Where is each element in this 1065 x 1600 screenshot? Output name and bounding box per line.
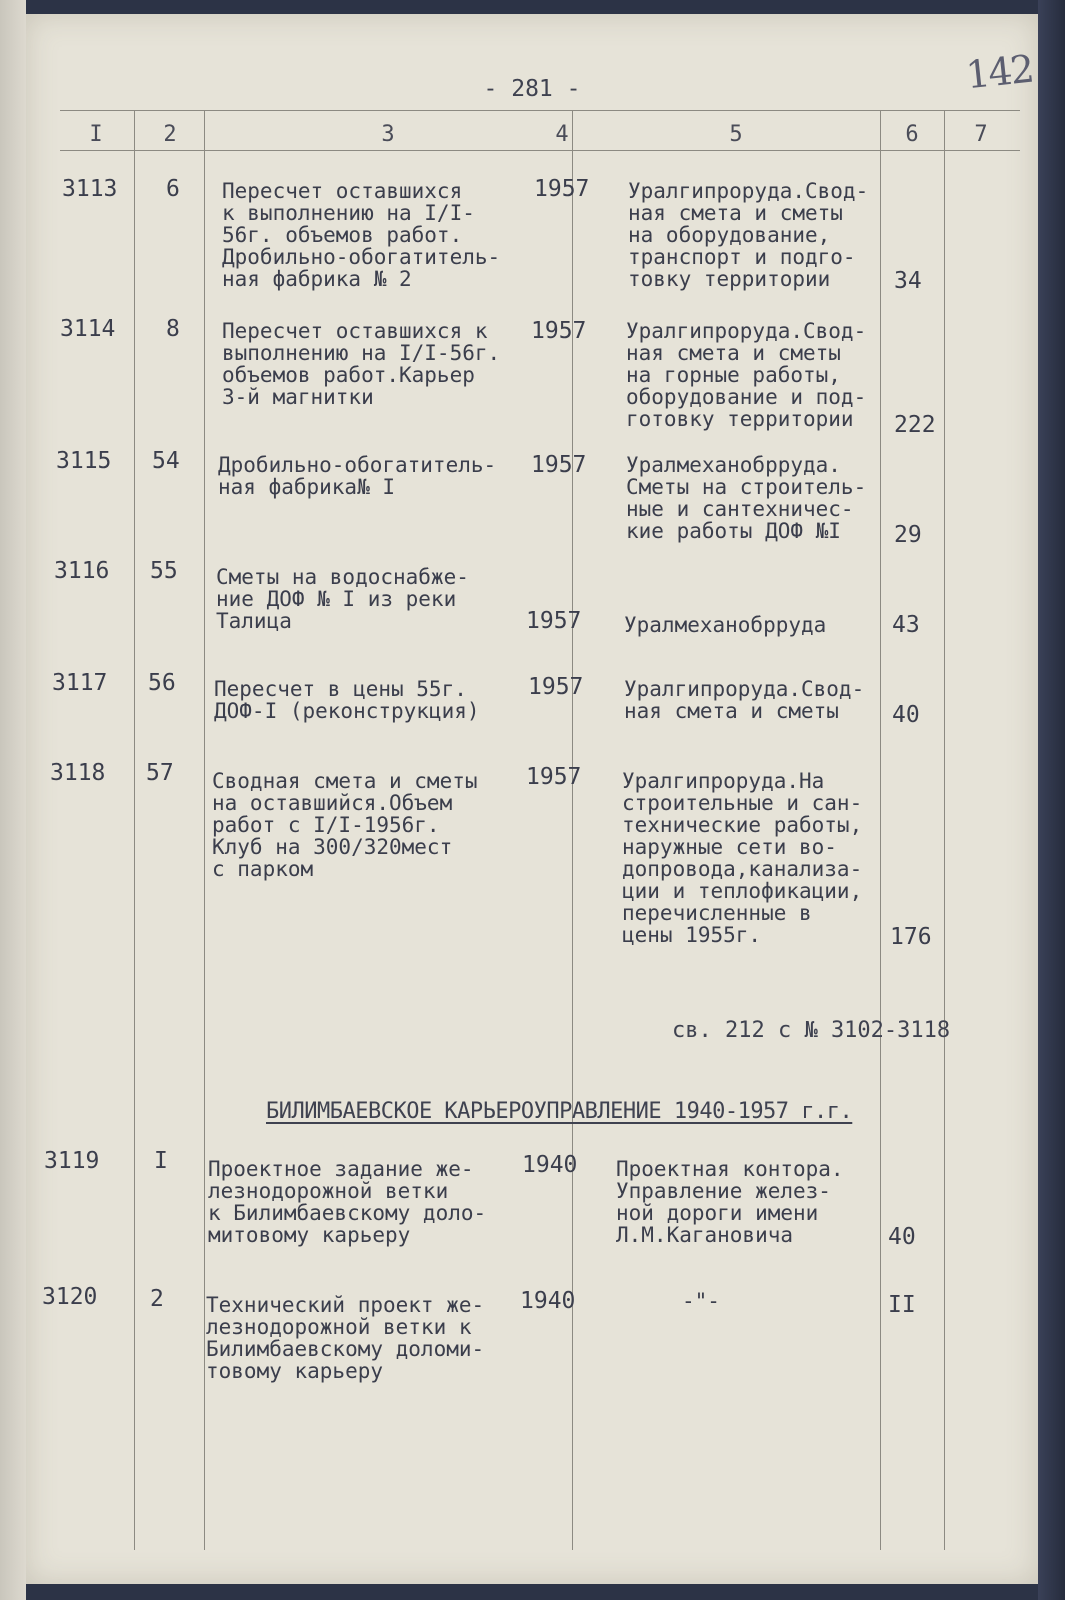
row-source: Уралгипроруда.Свод- ная смета и сметы: [624, 677, 865, 723]
summary-line: св. 212 с № 3102-3118: [672, 1018, 951, 1043]
row-sheets: II: [888, 1292, 916, 1318]
row-year: 1957: [531, 452, 587, 478]
row-title: Сметы на водоснабже- ние ДОФ № I из реки Талица: [216, 565, 469, 633]
row-source: Уралгипроруда.Свод- ная смета и сметы на горные работы, оборудование и под- готовку территории: [626, 319, 867, 431]
binding-edge-left: [0, 0, 26, 1600]
row-year: 1957: [534, 176, 590, 202]
row-number: 3114: [60, 316, 116, 342]
column-header-7: 7: [974, 122, 988, 147]
column-divider-2: [204, 110, 205, 1550]
row-number: 3120: [42, 1284, 98, 1310]
row-title: Пересчет оставшихся к выполнению на I/I-56г. объемов работ.Карьер 3-й магнитки: [222, 319, 501, 409]
row-sequence: 54: [152, 448, 180, 474]
row-year: 1940: [522, 1152, 578, 1178]
row-sequence: 8: [166, 316, 180, 342]
row-source: Уралгипроруда.Свод- ная смета и сметы на оборудование, транспорт и подго- товку территории: [628, 179, 869, 291]
row-sequence: 2: [150, 1286, 164, 1312]
row-year: 1957: [531, 318, 587, 344]
column-divider-4: [880, 110, 881, 1550]
row-title: Технический проект же- лезнодорожной ветки к Билимбаевскому доломи- товому карьеру: [206, 1293, 485, 1383]
row-number: 3113: [62, 176, 118, 202]
row-number: 3117: [52, 670, 108, 696]
column-header-4: 4: [555, 122, 569, 147]
row-title: Сводная смета и сметы на оставшийся.Объем работ с I/I-1956г. Клуб на 300/320мест с парком: [212, 769, 478, 881]
row-year: 1940: [520, 1288, 576, 1314]
row-title: Пересчет в цены 55г. ДОФ-I (реконструкция): [214, 677, 480, 723]
section-title: БИЛИМБАЕВСКОЕ КАРЬЕРОУПРАВЛЕНИЕ 1940-1957 г.г.: [266, 1099, 853, 1124]
row-source: Уралгипроруда.На строительные и сан- технические работы, наружные сети во- допровода,канализа- ции и теплофикации, перечисленные в цены 1955г.: [622, 769, 863, 947]
column-header-3: 3: [381, 122, 395, 147]
column-header-1: I: [89, 122, 103, 147]
archive-page: [26, 14, 1038, 1584]
row-sequence: 56: [148, 670, 176, 696]
row-title: Пересчет оставшихся к выполнению на I/I- 56г. объемов работ. Дробильно-обогатитель- ная фабрика № 2: [222, 179, 501, 291]
row-number: 3115: [56, 448, 112, 474]
column-divider-1: [134, 110, 135, 1550]
row-number: 3116: [54, 558, 110, 584]
row-sequence: I: [154, 1148, 168, 1174]
row-sheets: 40: [892, 702, 920, 728]
row-sequence: 57: [146, 760, 174, 786]
row-sheets: 34: [894, 268, 922, 294]
row-sheets: 40: [888, 1224, 916, 1250]
column-header-2: 2: [163, 122, 177, 147]
row-year: 1957: [526, 764, 582, 790]
row-title: Дробильно-обогатитель- ная фабрика№ I: [218, 453, 497, 499]
folio-number: 142: [963, 46, 1035, 98]
row-title: Проектное задание же- лезнодорожной ветки к Билимбаевскому доло- митовому карьеру: [208, 1157, 487, 1247]
row-sheets: 43: [892, 612, 920, 638]
row-source: Уралмеханобрруда. Сметы на строитель- ные и сантехничес- кие работы ДОФ №I: [626, 453, 867, 543]
row-sequence: 6: [166, 176, 180, 202]
row-sequence: 55: [150, 558, 178, 584]
column-divider-5: [944, 110, 945, 1550]
row-year: 1957: [528, 674, 584, 700]
row-number: 3119: [44, 1148, 100, 1174]
row-sheets: 176: [890, 924, 932, 950]
row-sheets: 29: [894, 522, 922, 548]
page-number: - 281 -: [483, 76, 581, 102]
row-number: 3118: [50, 760, 106, 786]
row-source: -"-: [682, 1289, 720, 1313]
column-header-6: 6: [905, 122, 919, 147]
column-header-5: 5: [729, 122, 743, 147]
row-year: 1957: [526, 608, 582, 634]
binding-edge-right: [1038, 0, 1065, 1600]
row-source: Уралмеханобрруда: [624, 613, 827, 637]
row-source: Проектная контора. Управление желез- ной дороги имени Л.М.Кагановича: [616, 1157, 844, 1247]
row-sheets: 222: [894, 412, 936, 438]
